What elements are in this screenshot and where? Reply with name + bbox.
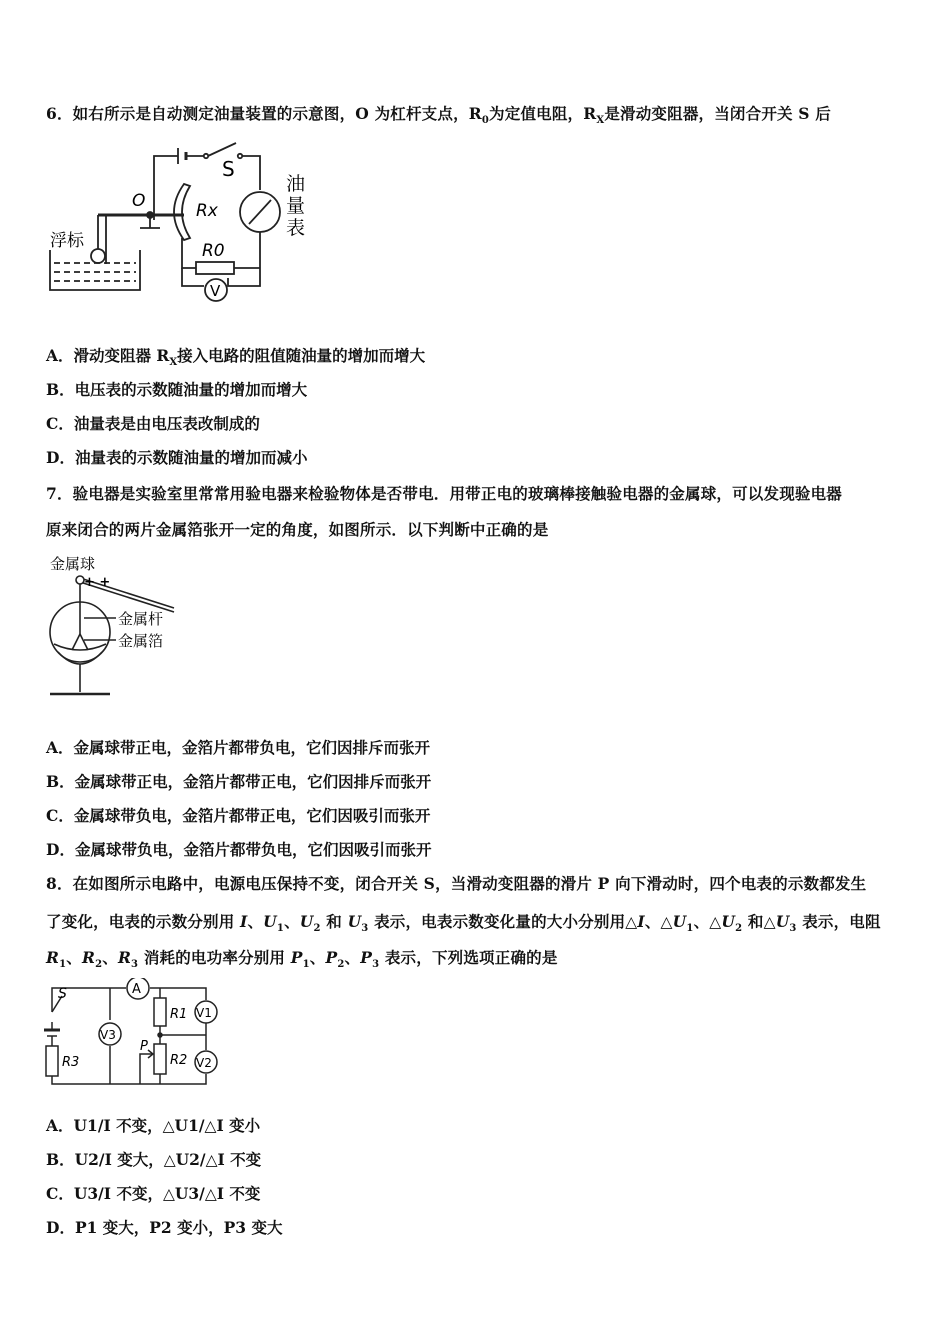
q8-label-R1: R1 [170,1007,188,1022]
q7-option-d: D．金属球带负电，金箔片都带负电，它们因吸引而张开 [46,840,432,859]
q6-option-a-sub: X [169,357,178,369]
q7-stem-line1: 7．验电器是实验室里常常用验电器来检验物体是否带电．用带正电的玻璃棒接触验电器的金属球，可以发现验电器 [46,484,842,503]
q7-stem-line2: 原来闭合的两片金属箔张开一定的角度，如图所示．以下判断中正确的是 [46,520,549,539]
q6-stem-sub0: 0 [481,115,490,127]
q7-label-ball: 金属球 [50,555,96,573]
q6-option-d: D．油量表的示数随油量的增加而减小 [46,448,308,467]
q6-label-Rx: Rx [196,201,218,221]
q7-label-foil: 金属箔 [118,632,164,650]
q8-stem-line2-part3: 表示，电阻 [802,912,881,931]
q6-label-gauge-3: 表 [286,217,306,239]
q8-option-c: C．U3/I 不变，△U3/△I 不变 [46,1184,261,1203]
q8-stem-line2: 了变化，电表的示数分别用 I、$U_1$、$U_2$ 和 $U_3$ 表示，电表示数变化量的大小分别用△I、$\triangle U_1$、$\triangle U_2$ 和$\triangle U_3$ 表示，电阻 [46,912,881,935]
q6-stem-part2: 为定值电阻，R [489,104,597,123]
q8-var-U1: U [263,912,277,931]
q7-label-rod: 金属杆 [118,610,164,628]
q8-option-b: B．U2/I 变大，△U2/△I 不变 [46,1150,262,1169]
q8-stem-line3-part2: 表示，下列选项正确的是 [384,948,558,967]
q6-option-c: C．油量表是由电压表改制成的 [46,414,260,433]
q6-label-R0: R0 [202,241,225,261]
q6-label-S: S [222,157,235,181]
q6-oil-gauge-figure [46,138,316,308]
q6-option-a [46,344,425,368]
q6-label-float: 浮标 [50,231,84,251]
q8-option-d: D．P1 变大，P2 变小，P3 变大 [46,1218,283,1237]
q8-circuit-figure [44,978,234,1090]
q7-label-charge: + + [84,575,111,590]
q7-option-c: C．金属球带负电，金箔片都带正电，它们因吸引而张开 [46,806,431,825]
q6-label-gauge-1: 油 [286,173,306,195]
q8-label-P: P [140,1039,148,1054]
q6-option-a-part2: 接入电路的阻值随油量的增加而增大 [177,346,426,365]
q8-label-V1: V1 [196,1006,212,1020]
q6-label-V: V [210,282,221,300]
q6-label-gauge-2: 量 [286,195,306,217]
q6-label-O: O [132,191,146,211]
q8-var-I: I [240,912,248,931]
q8-stem-line3-part1: 消耗的电功率分别用 [143,948,286,967]
q8-stem-line2-part2: 表示，电表示数变化量的大小分别用△ [374,912,638,931]
q8-option-a: A．U1/I 不变，△U1/△I 变小 [46,1116,261,1135]
q7-electroscope-figure [44,552,194,704]
q6-stem [46,102,831,126]
q7-option-a: A．金属球带正电，金箔片都带负电，它们因排斥而张开 [46,738,431,757]
q8-label-R2: R2 [170,1053,188,1068]
q6-stem-part3: 是滑动变阻器，当闭合开关 S 后 [604,104,831,123]
q8-label-R3: R3 [62,1055,80,1070]
q8-stem-line1: 8．在如图所示电路中，电源电压保持不变，闭合开关 S，当滑动变阻器的滑片 P 向下滑动时，四个电表的示数都发生 [46,874,867,893]
q7-option-b: B．金属球带正电，金箔片都带正电，它们因排斥而张开 [46,772,432,791]
q8-label-S: S [58,986,67,1002]
q8-label-V3: V3 [100,1028,116,1042]
q8-label-V2: V2 [196,1056,212,1070]
q6-stem-subx: X [596,115,605,127]
q8-stem-line2-part1: 了变化，电表的示数分别用 [46,912,235,931]
q6-option-a-part1: A．滑动变阻器 R [46,346,170,365]
q6-stem-part1: 6．如右所示是自动测定油量装置的示意图，O 为杠杆支点，R [46,104,482,123]
q8-label-A: A [132,982,141,997]
q8-stem-line3: $R_1$、$R_2$、$R_3$ 消耗的电功率分别用 $P_1$、$P_2$、$P_3$ 表示，下列选项正确的是 [46,948,558,971]
q6-option-b: B．电压表的示数随油量的增加而增大 [46,380,308,399]
